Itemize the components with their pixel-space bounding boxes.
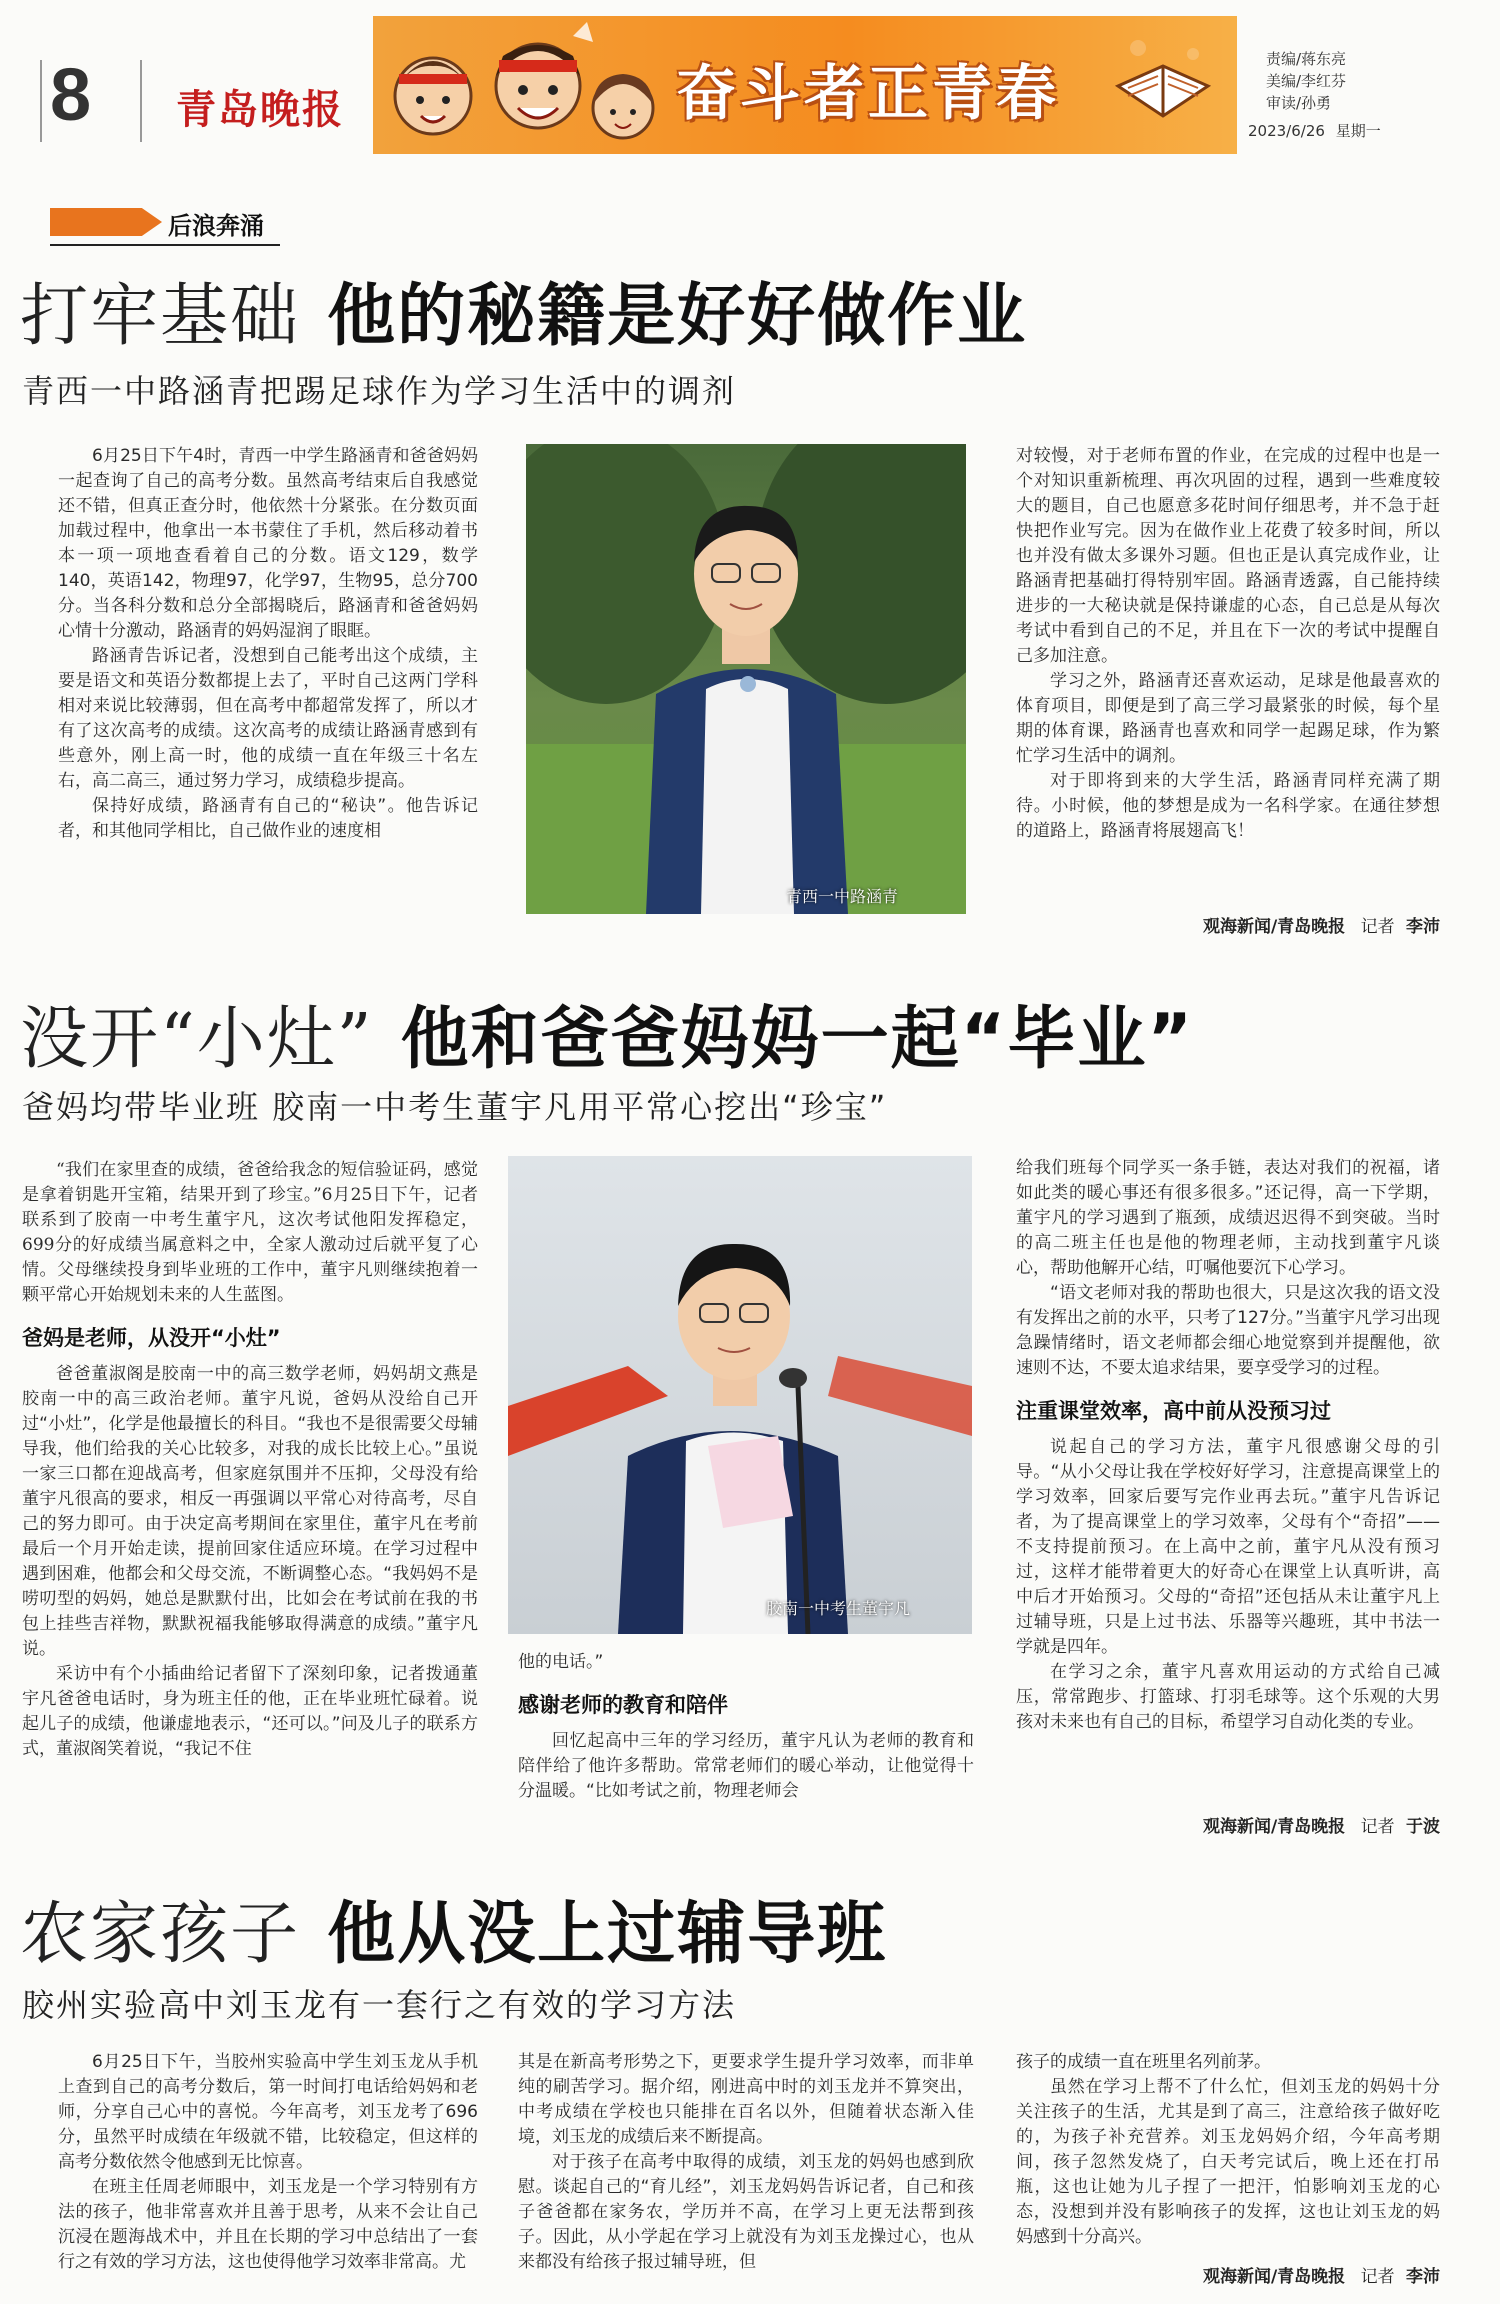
student-portrait-photo <box>526 444 966 914</box>
article-2-column-2 <box>518 1650 974 1840</box>
paragraph: 路涵青告诉记者，没想到自己能考出这个成绩，主要是语文和英语分数都提上去了，平时自己这两门学科相对来说比较薄弱，但在高考中都超常发挥了，所以才有了这次高考的成绩。这次高考的成绩让路涵青感到有些意外，刚上高一时，他的成绩一直在年级三十名左右，高二高三，通过努力学习，成绩稳步提高。 <box>58 646 478 791</box>
article-3-column-3 <box>1016 2050 1440 2262</box>
paragraph: 在班主任周老师眼中，刘玉龙是一个学习特别有方法的孩子，他非常喜欢并且善于思考，从来不会让自己沉浸在题海战术中，并且在长期的学习中总结出了一套行之有效的学习方法，这也使得他学习效率非常高。尤 <box>58 2177 478 2272</box>
paragraph: 对较慢，对于老师布置的作业，在完成的过程中也是一个对知识重新梳理、再次巩固的过程，遇到一些难度较大的题目，自己也愿意多花时间仔细思考，并不急于赶快把作业写完。因为在做作业上花费了较多时间，所以也并没有做太多课外习题。但也正是认真完成作业，让路涵青把基础打得特别牢固。路涵青透露，自己能持续进步的一大秘诀就是保持谦虚的心态，自己总是从每次考试中看到自己的不足，并且在下一次的考试中提醒自己多加注意。 <box>1016 446 1440 666</box>
paragraph: “我们在家里查的成绩，爸爸给我念的短信验证码，感觉是拿着钥匙开宝箱，结果开到了珍宝。”6月25日下午，记者联系到了胶南一中考生董宇凡，这次考试他阳发挥稳定，699分的好成绩当属意料之中，全家人激动过后就平复了心情。父母继续投身到毕业班的工作中，董宇凡则继续抱着一颗平常心开始规划未来的人生蓝图。 <box>22 1160 478 1305</box>
byline-role: 记者 <box>1360 917 1395 937</box>
article-2-photo-caption: 胶南一中考生董宇凡 <box>766 1599 911 1618</box>
paragraph: 回忆起高中三年的学习经历，董宇凡认为老师的教育和陪伴给了他许多帮助。常常老师们的暖心举动，让他觉得十分温暖。“比如考试之前，物理老师会 <box>518 1731 974 1801</box>
article-2-subhead-2: 感谢老师的教育和陪伴 <box>518 1693 728 1717</box>
article-2-column-3 <box>1016 1156 1440 1816</box>
issue-date <box>1248 120 1381 141</box>
editor-line: 审读/孙勇 <box>1266 94 1332 112</box>
paragraph: 说起自己的学习方法，董宇凡很感谢父母的引导。“从小父母让我在学校好好学习，注意提高课堂上的学习效率，回家后要写完作业再去玩。”董宇凡告诉记者，为了提高课堂上的学习效率，父母有个“奇招”——不支持提前预习。在上高中之前，董宇凡从没有预习过，这样才能带着更大的好奇心在课堂上认真听讲，高中后才开始预习。父母的“奇招”还包括从未让董宇凡上过辅导班，只是上过书法、乐器等兴趣班，其中书法一学就是四年。 <box>1016 1437 1440 1657</box>
paragraph: 虽然在学习上帮不了什么忙，但刘玉龙的妈妈十分关注孩子的生活，尤其是到了高三，注意给孩子做好吃的，为孩子补充营养。刘玉龙妈妈介绍，今年高考期间，孩子忽然发烧了，白天考完试后，晚上还在打吊瓶，这也让她为儿子捏了一把汗，怕影响刘玉龙的心态，没想到并没有影响孩子的发挥，这也让刘玉龙的妈妈感到十分高兴。 <box>1016 2077 1440 2247</box>
paragraph: “语文老师对我的帮助也很大，只是这次我的语文没有发挥出之前的水平，只考了127分。”当董宇凡学习出现急躁情绪时，语文老师都会细心地觉察到并提醒他，欲速则不达，不要太追求结果，要享受学习的过程。 <box>1016 1283 1440 1378</box>
article-1-headline <box>20 262 1027 359</box>
article-2-subhead-3: 注重课堂效率，高中前从没预习过 <box>1016 1399 1331 1423</box>
paragraph: 6月25日下午4时，青西一中学生路涵青和爸爸妈妈一起查询了自己的高考分数。虽然高考结束后自我感觉还不错，但真正查分时，他依然十分紧张。在分数页面加载过程中，他拿出一本书蒙住了手机，然后移动着书本一项一项地查看着自己的分数。语文129，数学140，英语142，物理97，化学97，生物95，总分700分。当各科分数和总分全部揭晓后，路涵青和爸爸妈妈心情十分激动，路涵青的妈妈湿润了眼眶。 <box>58 446 478 641</box>
paragraph: 6月25日下午，当胶州实验高中学生刘玉龙从手机上查到自己的高考分数后，第一时间打电话给妈妈和老师，分享自己心中的喜悦。今年高考，刘玉龙考了696分，虽然平时成绩在年级就不错，比较稳定，但这样的高考分数依然令他感到无比惊喜。 <box>58 2052 478 2172</box>
section-tag-underline <box>50 244 280 246</box>
article-3-headline <box>20 1880 887 1977</box>
byline-name: 李沛 <box>1406 2267 1440 2287</box>
article-1-kicker: 打牢基础 <box>20 277 301 356</box>
issue-date-value: 2023/6/26 <box>1248 122 1325 140</box>
paragraph: 在学习之余，董宇凡喜欢用运动的方式给自己减压，常常跑步、打篮球、打羽毛球等。这个乐观的大男孩对未来也有自己的目标，希望学习自动化类的专业。 <box>1016 1662 1440 1732</box>
article-1-column-1 <box>58 444 478 924</box>
byline-name: 于波 <box>1406 1817 1440 1837</box>
article-3-byline <box>1016 2262 1440 2287</box>
editor-credits <box>1266 48 1346 114</box>
article-2-kicker: 没开“小灶” <box>20 1000 374 1079</box>
byline-source: 观海新闻/青岛晚报 <box>1202 917 1346 937</box>
issue-weekday: 星期一 <box>1335 122 1381 140</box>
article-3-column-2 <box>518 2050 974 2288</box>
article-1-subtitle: 青西一中路涵青把踢足球作为学习生活中的调剂 <box>22 372 737 410</box>
article-1-photo <box>526 444 966 914</box>
paragraph: 学习之外，路涵青还喜欢运动，足球是他最喜欢的体育项目，即便是到了高三学习最紧张的时候，每个星期的体育课，路涵青也喜欢和同学一起踢足球，作为繁忙学习生活中的调剂。 <box>1016 671 1440 766</box>
paragraph: 给我们班每个同学买一条手链，表达对我们的祝福，诸如此类的暖心事还有很多很多。”还记得，高一下学期，董宇凡的学习遇到了瓶颈，成绩迟迟得不到突破。当时的高二班主任也是他的物理老师，主动找到董宇凡谈心，帮助他解开心结，叮嘱他要沉下心学习。 <box>1016 1158 1440 1278</box>
page-number-right-rule <box>140 60 142 142</box>
byline-role: 记者 <box>1360 2267 1395 2287</box>
byline-source: 观海新闻/青岛晚报 <box>1202 1817 1346 1837</box>
section-tag: 后浪奔涌 <box>168 212 264 240</box>
editor-line: 责编/蒋东亮 <box>1266 50 1347 68</box>
banner-title: 奋斗者正青春 <box>676 59 1060 129</box>
paragraph: 孩子的成绩一直在班里名列前茅。 <box>1016 2052 1271 2072</box>
article-2-photo <box>508 1156 972 1634</box>
article-2-subtitle: 爸妈均带毕业班 胶南一中考生董宇凡用平常心挖出“珍宝” <box>22 1088 888 1126</box>
paragraph: 保持好成绩，路涵青有自己的“秘诀”。他告诉记者，和其他同学相比，自己做作业的速度相 <box>58 796 478 841</box>
article-1-title: 他的秘籍是好好做作业 <box>327 277 1028 356</box>
section-tag-arrow <box>50 208 162 236</box>
cartoon-kids-illustration <box>373 16 673 154</box>
byline-role: 记者 <box>1360 1817 1395 1837</box>
article-1-byline <box>1016 912 1440 937</box>
editor-line: 美编/李红芬 <box>1266 72 1347 90</box>
article-2-headline <box>20 985 1194 1082</box>
byline-name: 李沛 <box>1406 917 1440 937</box>
article-3-title: 他从没上过辅导班 <box>327 1895 888 1974</box>
article-1-column-3 <box>1016 444 1440 914</box>
page-number-left-rule <box>40 60 42 142</box>
article-2-column-1 <box>22 1158 478 1828</box>
paragraph: 对于即将到来的大学生活，路涵青同样充满了期待。小时候，他的梦想是成为一名科学家。在通往梦想的道路上，路涵青将展翅高飞！ <box>1016 771 1440 841</box>
article-2-title: 他和爸爸妈妈一起“毕业” <box>400 1000 1195 1079</box>
section-banner <box>373 16 1237 154</box>
article-3-kicker: 农家孩子 <box>20 1895 301 1974</box>
newspaper-logo: 青岛晚报 <box>176 86 344 133</box>
paragraph: 他的电话。” <box>518 1652 604 1672</box>
student-speech-photo <box>508 1156 972 1634</box>
page-number: 8 <box>50 53 92 136</box>
byline-source: 观海新闻/青岛晚报 <box>1202 2267 1346 2287</box>
article-1-photo-caption: 青西一中路涵青 <box>786 887 899 906</box>
paragraph: 其是在新高考形势之下，更要求学生提升学习效率，而非单纯的刷苦学习。据介绍，刚进高中时的刘玉龙并不算突出，中考成绩在学校也只能排在百名以外，但随着状态渐入佳境，刘玉龙的成绩后来不断提高。 <box>518 2052 974 2147</box>
paragraph: 对于孩子在高考中取得的成绩，刘玉龙的妈妈也感到欣慰。谈起自己的“育儿经”，刘玉龙妈妈告诉记者，自己和孩子爸爸都在家务农，学历并不高，在学习上更无法帮到孩子。因此，从小学起在学习上就没有为刘玉龙操过心，也从来都没有给孩子报过辅导班，但 <box>518 2152 974 2272</box>
article-2-byline <box>1016 1812 1440 1837</box>
book-icon <box>1108 26 1218 146</box>
article-3-column-1 <box>58 2050 478 2288</box>
article-3-subtitle: 胶州实验高中刘玉龙有一套行之有效的学习方法 <box>22 1986 737 2024</box>
paragraph: 采访中有个小插曲给记者留下了深刻印象，记者拨通董宇凡爸爸电话时，身为班主任的他，正在毕业班忙碌着。说起儿子的成绩，他谦虚地表示，“还可以。”问及儿子的联系方式，董淑阁笑着说，“我记不住 <box>22 1664 478 1759</box>
paragraph: 爸爸董淑阁是胶南一中的高三数学老师，妈妈胡文燕是胶南一中的高三政治老师。董宇凡说，爸妈从没给自己开过“小灶”，化学是他最擅长的科目。“我也不是很需要父母辅导我，他们给我的关心比较多，对我的成长比较上心。”虽说一家三口都在迎战高考，但家庭氛围并不压抑，父母没有给董宇凡很高的要求，相反一再强调以平常心对待高考，尽自己的努力即可。由于决定高考期间在家里住，董宇凡在考前最后一个月开始走读，提前回家住适应环境。在学习过程中遇到困难，他都会和父母交流，不断调整心态。“我妈妈不是唠叨型的妈妈，她总是默默付出，比如会在考试前在我的书包上挂些吉祥物，默默祝福我能够取得满意的成绩。”董宇凡说。 <box>22 1364 478 1659</box>
article-2-subhead-1: 爸妈是老师，从没开“小灶” <box>22 1326 281 1350</box>
